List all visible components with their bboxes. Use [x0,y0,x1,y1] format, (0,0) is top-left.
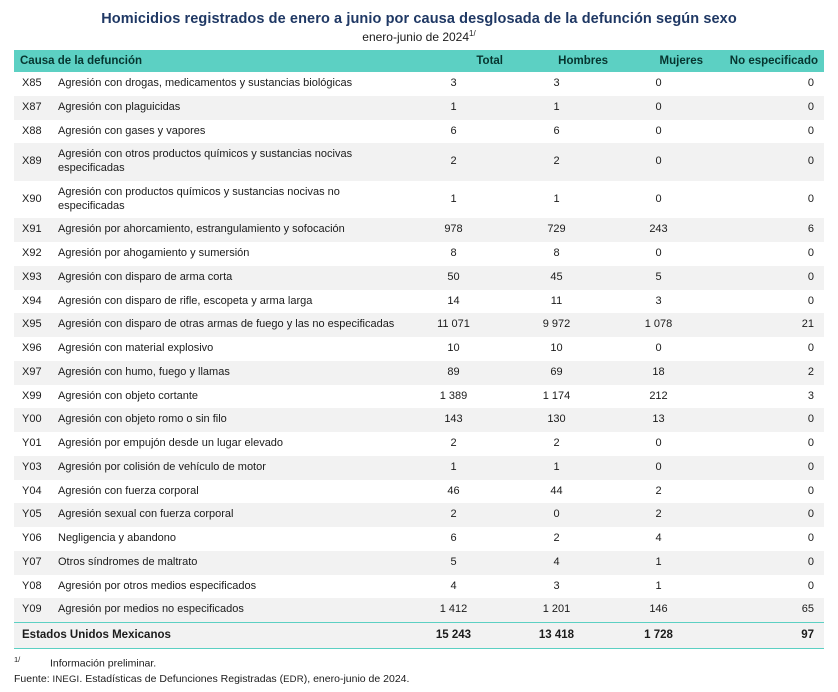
cell-total: 10 [447,342,460,355]
cell-code: X88 [22,124,42,137]
cell-no-especificado: 0 [709,503,824,527]
table-total-row [14,623,824,648]
cell-mujeres: 146 [614,598,709,622]
cell-total: 50 [414,266,509,290]
cell-hombres: 11 [550,294,563,307]
cell-total: 1 412 [414,598,509,622]
cell-code: Y01 [22,437,42,450]
cell-hombres: 0 [509,503,614,527]
cell-no-especificado: 21 [709,313,824,337]
cell-mujeres: 243 [614,218,709,242]
cell-no-especificado: 0 [807,532,814,545]
cell-hombres: 1 [509,456,614,480]
cell-description: Otros síndromes de maltrato [56,551,414,575]
homicides-table [14,50,824,648]
footnote-preliminary [14,654,824,672]
cell-code: X89 [14,143,56,181]
cell-code: Y03 [14,456,56,480]
source-inegi: INEGI [52,673,80,685]
cell-description: Agresión con fuerza corporal [58,484,199,497]
cell-code: X93 [14,266,56,290]
cell-mujeres: 1 078 [614,313,709,337]
table-row [14,290,824,314]
cell-description: Agresión por colisión de vehículo de motor [56,456,414,480]
total-row-mujeres: 1 728 [614,623,709,648]
column-header-total: Total [414,50,509,72]
cell-description: Agresión con drogas, medicamentos y sustancias biológicas [58,77,353,90]
page-title: Homicidios registrados de enero a junio por causa desglosada de la defunción según sexo [101,11,737,27]
total-row-hombres: 13 418 [509,623,614,648]
cell-mujeres: 0 [655,247,662,260]
cell-description: Agresión con disparo de rifle, escopeta y arma larga [58,294,313,307]
cell-code: Y09 [14,598,56,622]
page-subtitle [14,29,824,44]
cell-no-especificado: 3 [807,389,814,402]
cell-total: 11 071 [414,313,509,337]
cell-hombres: 4 [509,551,614,575]
cell-code: X94 [22,294,42,307]
cell-mujeres: 1 [614,551,709,575]
cell-code: Y05 [14,503,56,527]
cell-total: 2 [414,503,509,527]
table-row [14,96,824,120]
cell-total: 5 [414,551,509,575]
cell-hombres: 69 [509,361,614,385]
cell-hombres: 729 [509,218,614,242]
column-header-no-especificado: No especificado [709,50,824,72]
cell-mujeres: 0 [655,124,662,137]
cell-no-especificado: 65 [709,598,824,622]
cell-code: X99 [22,389,42,402]
table-header-row [14,50,824,72]
total-row-total: 15 243 [414,623,509,648]
cell-total: 1 [450,192,457,205]
cell-no-especificado: 0 [807,484,814,497]
source-prefix: Fuente: [14,672,53,685]
cell-total: 1 [414,456,509,480]
cell-no-especificado: 0 [709,96,824,120]
cell-no-especificado: 0 [807,247,814,260]
cell-hombres: 44 [550,484,563,497]
subtitle-text: enero-junio de 2024 [362,30,470,45]
table-row [14,218,824,242]
cell-no-especificado: 0 [807,192,814,205]
cell-no-especificado: 0 [807,124,814,137]
cell-code: X92 [22,247,42,260]
cell-total: 14 [447,294,460,307]
table-row [14,181,824,219]
table-header [14,50,824,72]
table-row [14,385,824,409]
cell-code: X96 [22,342,42,355]
table-row [14,408,824,432]
cell-mujeres: 5 [614,266,709,290]
cell-code: X90 [22,192,42,205]
cell-code: X87 [14,96,56,120]
cell-description: Agresión con objeto cortante [58,389,199,402]
footnotes [14,654,824,688]
table-row [14,337,824,361]
cell-description: Agresión por medios no especificados [56,598,414,622]
cell-hombres: 45 [509,266,614,290]
cell-code: X95 [14,313,56,337]
cell-hombres: 10 [550,342,563,355]
cell-hombres: 130 [509,408,614,432]
table-row [14,361,824,385]
cell-total: 1 389 [439,389,468,402]
source-edr: EDR [283,673,304,685]
cell-total: 4 [450,579,457,592]
table-body [14,72,824,648]
cell-total: 978 [414,218,509,242]
cell-mujeres: 2 [655,484,662,497]
table-row [14,503,824,527]
table-row [14,313,824,337]
cell-mujeres: 18 [614,361,709,385]
cell-total: 1 [414,96,509,120]
cell-total: 8 [450,247,457,260]
cell-description: Agresión por otros medios especificados [58,579,257,592]
cell-no-especificado: 0 [709,551,824,575]
source-mid: . Estadísticas de Defunciones Registradas ( [79,672,284,685]
cell-description: Agresión con productos químicos y sustancias nocivas no especificadas [58,185,340,212]
source-suffix: ), enero-junio de 2024. [303,672,410,685]
cell-no-especificado: 0 [807,437,814,450]
cell-description: Agresión por ahogamiento y sumersión [58,247,250,260]
cell-mujeres: 0 [655,77,662,90]
cell-code: X91 [14,218,56,242]
cell-hombres: 8 [553,247,560,260]
cell-mujeres: 1 [655,579,662,592]
cell-hombres: 9 972 [509,313,614,337]
cell-description: Agresión sexual con fuerza corporal [56,503,414,527]
cell-hombres: 2 [553,437,560,450]
table-row [14,480,824,504]
cell-mujeres: 0 [655,437,662,450]
table-row [14,575,824,599]
cell-no-especificado: 0 [807,294,814,307]
table-row [14,266,824,290]
cell-hombres: 1 [509,96,614,120]
table-row [14,527,824,551]
cell-no-especificado: 0 [709,143,824,181]
cell-mujeres: 2 [614,503,709,527]
cell-description: Agresión por empujón desde un lugar elevado [58,437,284,450]
table-row [14,120,824,144]
cell-description: Agresión con gases y vapores [58,124,206,137]
cell-no-especificado: 0 [807,579,814,592]
cell-total: 2 [414,143,509,181]
cell-description: Negligencia y abandono [58,532,177,545]
cell-hombres: 1 201 [509,598,614,622]
cell-hombres: 2 [509,143,614,181]
cell-total: 2 [450,437,457,450]
cell-code: Y00 [14,408,56,432]
cell-description: Agresión con disparo de otras armas de fuego y las no especificadas [56,313,414,337]
cell-hombres: 6 [553,124,560,137]
subtitle-footnote-mark: 1/ [469,29,476,39]
cell-hombres: 2 [553,532,560,545]
column-header-cause: Causa de la defunción [14,50,414,72]
cell-code: Y08 [22,579,42,592]
cell-mujeres: 13 [614,408,709,432]
cell-total: 3 [450,77,457,90]
column-header-hombres: Hombres [509,50,614,72]
table-row [14,432,824,456]
cell-mujeres: 212 [649,389,668,402]
cell-no-especificado: 0 [709,456,824,480]
cell-no-especificado: 6 [709,218,824,242]
cell-no-especificado: 0 [709,266,824,290]
footnote-mark: 1/ [14,654,21,664]
cell-description: Agresión con humo, fuego y llamas [56,361,414,385]
cell-code: Y06 [22,532,42,545]
cell-code: Y04 [22,484,42,497]
cell-description: Agresión por ahorcamiento, estrangulamiento y sofocación [56,218,414,242]
table-row [14,242,824,266]
table-row [14,72,824,96]
cell-code: X85 [22,77,42,90]
cell-no-especificado: 0 [709,408,824,432]
cell-code: X97 [14,361,56,385]
table-row [14,598,824,622]
cell-description: Agresión con plaguicidas [56,96,414,120]
cell-description: Agresión con material explosivo [58,342,214,355]
cell-total: 143 [414,408,509,432]
cell-mujeres: 0 [614,456,709,480]
cell-hombres: 3 [553,579,560,592]
cell-description: Agresión con otros productos químicos y sustancias nocivas especificadas [56,143,414,181]
cell-code: Y07 [14,551,56,575]
cell-total: 89 [414,361,509,385]
column-header-mujeres: Mujeres [614,50,709,72]
table-row [14,456,824,480]
total-row-label: Estados Unidos Mexicanos [14,623,414,648]
cell-no-especificado: 2 [709,361,824,385]
cell-mujeres: 3 [655,294,662,307]
footnote-text: Información preliminar. [50,657,157,669]
cell-mujeres: 4 [655,532,662,545]
table-row [14,551,824,575]
cell-mujeres: 0 [655,192,662,205]
cell-no-especificado: 0 [807,77,814,90]
cell-total: 6 [450,532,457,545]
cell-mujeres: 0 [655,342,662,355]
cell-description: Agresión con objeto romo o sin filo [56,408,414,432]
cell-hombres: 3 [553,77,560,90]
cell-total: 46 [447,484,460,497]
total-row-no-especificado: 97 [709,623,824,648]
cell-mujeres: 0 [614,96,709,120]
cell-hombres: 1 174 [542,389,571,402]
cell-hombres: 1 [553,192,560,205]
source-line [14,672,824,688]
table-row [14,143,824,181]
cell-no-especificado: 0 [807,342,814,355]
cell-total: 6 [450,124,457,137]
cell-mujeres: 0 [614,143,709,181]
cell-description: Agresión con disparo de arma corta [56,266,414,290]
